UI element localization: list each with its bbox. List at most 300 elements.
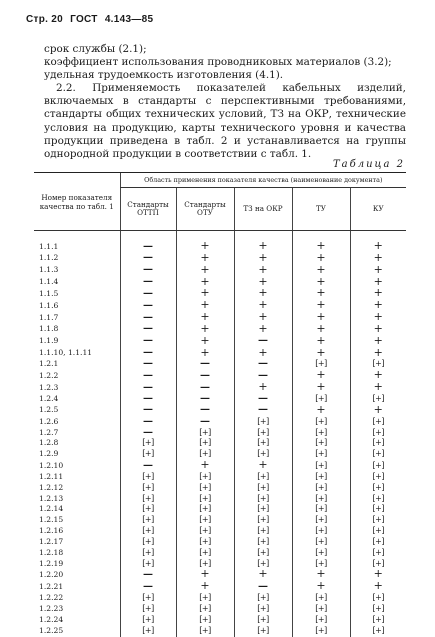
cell-mark: +	[258, 262, 268, 276]
table-row	[34, 548, 406, 559]
cell-mark: [+]	[257, 449, 269, 459]
cell-mark: [+]	[315, 416, 327, 426]
row-number: 1.2.3	[39, 382, 59, 392]
table-cell	[234, 504, 292, 515]
table-cell	[350, 460, 406, 472]
cell-mark: [+]	[315, 449, 327, 459]
cell-mark: [+]	[257, 427, 269, 437]
cell-mark: [+]	[257, 558, 269, 568]
cell-mark: [+]	[199, 625, 211, 635]
cell-mark: [+]	[257, 471, 269, 481]
cell-mark: [+]	[199, 493, 211, 503]
cell-mark: +	[316, 286, 326, 300]
table-cell	[350, 472, 406, 483]
row-number: 1.2.24	[39, 614, 64, 624]
table-cell	[350, 402, 406, 417]
cell-mark: +	[373, 345, 383, 359]
cell-mark: [+]	[315, 593, 327, 603]
cell-mark: [+]	[142, 536, 154, 546]
table-cell	[234, 460, 292, 472]
table-cell	[234, 394, 292, 405]
cell-mark: [+]	[257, 614, 269, 624]
row-number: 1.2.12	[39, 482, 64, 492]
cell-mark: [+]	[142, 438, 154, 448]
row-number: 1.1.2	[39, 253, 59, 263]
row-number: 1.1.5	[39, 288, 59, 298]
cell-mark: [+]	[315, 536, 327, 546]
cell-mark: +	[316, 333, 326, 347]
cell-mark: [+]	[315, 515, 327, 525]
table-cell	[120, 604, 176, 615]
cell-mark: [+]	[142, 493, 154, 503]
cell-mark: [+]	[142, 526, 154, 536]
table-cell	[120, 537, 176, 548]
row-number: 1.1.7	[39, 312, 59, 322]
table-cell	[292, 417, 350, 428]
cell-mark: +	[258, 321, 268, 335]
table-cell	[176, 231, 234, 253]
cell-mark: [+]	[257, 536, 269, 546]
table-cell	[292, 626, 350, 637]
table-row	[34, 253, 406, 265]
cell-mark: +	[316, 250, 326, 264]
row-header: Номер показателя качества по табл. 1	[34, 173, 120, 231]
cell-mark: +	[200, 333, 210, 347]
table-cell	[120, 288, 176, 300]
cell-mark: +	[258, 310, 268, 324]
cell-mark: [+]	[142, 482, 154, 492]
table-cell	[350, 417, 406, 428]
table-cell	[234, 494, 292, 505]
table-caption: Таблица 2	[332, 159, 405, 170]
table-cell	[292, 345, 350, 360]
table-row	[34, 348, 406, 360]
cell-mark: [+]	[315, 558, 327, 568]
row-number: 1.1.8	[39, 324, 59, 334]
cell-mark: +	[316, 239, 326, 252]
table-cell	[234, 526, 292, 537]
table-row	[34, 277, 406, 289]
cell-mark: [+]	[372, 625, 384, 635]
table-cell	[234, 321, 292, 336]
cell-mark: —	[200, 369, 210, 381]
indicator-list	[44, 43, 414, 83]
applicability-table	[34, 172, 406, 637]
table-cell	[176, 604, 234, 615]
cell-mark: —	[143, 287, 153, 299]
table-cell	[120, 324, 176, 336]
table-cell	[292, 472, 350, 483]
cell-mark: [+]	[199, 482, 211, 492]
table-cell	[176, 472, 234, 483]
table-cell	[176, 460, 234, 472]
table-cell	[120, 394, 176, 405]
table-row	[34, 569, 406, 581]
table-cell	[176, 504, 234, 515]
table-cell	[176, 548, 234, 559]
table-row	[34, 312, 406, 324]
cell-mark: +	[200, 274, 210, 288]
table-cell	[120, 438, 176, 449]
row-number: 1.2.19	[39, 558, 64, 568]
table-cell	[176, 483, 234, 494]
table-cell	[176, 515, 234, 526]
table-cell	[120, 370, 176, 382]
cell-mark: —	[258, 358, 268, 370]
table-cell	[350, 515, 406, 526]
cell-mark: +	[373, 579, 383, 593]
cell-mark: [+]	[142, 504, 154, 514]
cell-mark: +	[258, 274, 268, 288]
table-cell	[234, 615, 292, 626]
row-number: 1.2.9	[39, 449, 59, 459]
table-row	[34, 626, 406, 637]
cell-mark: [+]	[257, 482, 269, 492]
cell-mark: +	[373, 239, 383, 252]
standard-label: ГОСТ	[70, 14, 98, 25]
table-row	[34, 581, 406, 593]
cell-mark: —	[143, 381, 153, 393]
table-cell	[176, 526, 234, 537]
column-header: ТУ	[292, 188, 350, 231]
cell-mark: —	[200, 381, 210, 393]
column-header: Стандарты ОТТП	[120, 188, 176, 231]
row-number: 1.2.20	[39, 569, 64, 579]
table-cell	[120, 472, 176, 483]
cell-mark: +	[373, 567, 383, 581]
cell-mark: —	[258, 580, 268, 592]
cell-mark: [+]	[315, 526, 327, 536]
cell-mark: +	[316, 380, 326, 394]
cell-mark: [+]	[257, 604, 269, 613]
table-cell	[234, 417, 292, 428]
cell-mark: [+]	[372, 438, 384, 448]
column-header: ТЗ на ОКР	[234, 188, 292, 231]
cell-mark: —	[258, 404, 268, 416]
cell-mark: +	[316, 345, 326, 359]
table-cell	[176, 593, 234, 604]
cell-mark: —	[143, 369, 153, 381]
column-header: Стандарты ОТУ	[176, 188, 234, 231]
list-line: коэффициент использования проводниковых материалов (3.2);	[44, 56, 392, 69]
cell-mark: [+]	[372, 604, 384, 613]
row-number: 1.2.11	[39, 471, 64, 481]
standard-number: 4.143—85	[104, 14, 154, 25]
table-row	[34, 604, 406, 615]
cell-mark: +	[373, 333, 383, 347]
table-cell	[120, 277, 176, 289]
table-cell	[292, 483, 350, 494]
cell-mark: —	[200, 358, 210, 370]
table-cell	[350, 438, 406, 449]
cell-mark: +	[200, 310, 210, 324]
cell-mark: [+]	[315, 438, 327, 448]
cell-mark: [+]	[315, 493, 327, 503]
cell-mark: [+]	[372, 460, 384, 470]
row-number: 1.2.25	[39, 625, 64, 635]
cell-mark: +	[200, 239, 210, 252]
cell-mark: —	[143, 240, 153, 252]
cell-mark: [+]	[372, 471, 384, 481]
table-row	[34, 324, 406, 336]
cell-mark: [+]	[315, 427, 327, 437]
table-cell	[176, 359, 234, 370]
cell-mark: +	[373, 321, 383, 335]
cell-mark: [+]	[315, 482, 327, 492]
page-number: Стр. 20	[26, 14, 64, 25]
table-cell	[350, 537, 406, 548]
cell-mark: [+]	[372, 614, 384, 624]
table-cell	[292, 460, 350, 472]
span-header: Область применения показателя качества (наименование документа)	[120, 173, 406, 188]
cell-mark: +	[373, 402, 383, 416]
cell-mark: [+]	[257, 625, 269, 635]
cell-mark: +	[258, 239, 268, 252]
cell-mark: —	[258, 335, 268, 347]
cell-mark: —	[143, 568, 153, 580]
cell-mark: +	[200, 298, 210, 312]
table-cell	[120, 265, 176, 277]
table-cell	[292, 402, 350, 417]
table-cell	[292, 515, 350, 526]
table-cell	[176, 370, 234, 382]
cell-mark: [+]	[315, 614, 327, 624]
cell-mark: +	[200, 321, 210, 335]
table-row	[34, 370, 406, 382]
table-cell	[234, 548, 292, 559]
cell-mark: [+]	[372, 416, 384, 426]
cell-mark: [+]	[199, 604, 211, 613]
table-row	[34, 382, 406, 394]
table-cell	[120, 336, 176, 348]
cell-mark: +	[316, 274, 326, 288]
table-row	[34, 494, 406, 505]
cell-mark: +	[316, 368, 326, 382]
table-row	[34, 336, 406, 348]
table-row	[34, 515, 406, 526]
table-cell	[120, 526, 176, 537]
table-cell	[292, 615, 350, 626]
column-header: КУ	[350, 188, 406, 231]
cell-mark: —	[143, 252, 153, 264]
cell-mark: —	[258, 369, 268, 381]
table-cell	[120, 483, 176, 494]
cell-mark: [+]	[372, 359, 384, 369]
row-number: 1.2.13	[39, 493, 64, 503]
table-cell	[120, 460, 176, 472]
cell-mark: [+]	[315, 393, 327, 403]
cell-mark: +	[373, 368, 383, 382]
table-cell	[234, 405, 292, 417]
row-number: 1.2.23	[39, 604, 64, 613]
cell-mark: [+]	[199, 471, 211, 481]
row-number: 1.2.15	[39, 515, 64, 525]
cell-mark: +	[316, 310, 326, 324]
cell-mark: —	[143, 276, 153, 288]
cell-mark: [+]	[142, 515, 154, 525]
table-cell	[176, 615, 234, 626]
table-cell	[120, 548, 176, 559]
cell-mark: +	[258, 380, 268, 394]
cell-mark: [+]	[372, 393, 384, 403]
cell-mark: [+]	[199, 438, 211, 448]
list-line: удельная трудоемкость изготовления (4.1).	[44, 69, 284, 82]
table-cell	[120, 312, 176, 324]
table-cell	[350, 581, 406, 593]
cell-mark: +	[316, 298, 326, 312]
list-line: срок службы (2.1);	[44, 43, 147, 55]
table-row	[34, 593, 406, 604]
cell-mark: —	[200, 392, 210, 404]
row-number: 1.2.8	[39, 438, 59, 448]
table-cell	[350, 231, 406, 253]
table-cell	[234, 515, 292, 526]
table-cell	[120, 428, 176, 439]
row-number: 1.1.1	[39, 241, 59, 251]
table-cell	[292, 382, 350, 394]
cell-mark: [+]	[199, 526, 211, 536]
cell-mark: [+]	[372, 547, 384, 557]
table-row	[34, 288, 406, 300]
table-cell	[350, 494, 406, 505]
cell-mark: —	[143, 335, 153, 347]
cell-mark: [+]	[142, 614, 154, 624]
table-cell	[292, 449, 350, 460]
table-cell	[292, 548, 350, 559]
cell-mark: [+]	[315, 604, 327, 613]
cell-mark: —	[143, 426, 153, 438]
table-row	[34, 438, 406, 449]
table-cell	[120, 300, 176, 312]
cell-mark: [+]	[372, 526, 384, 536]
cell-mark: +	[316, 567, 326, 581]
table-row	[34, 417, 406, 428]
cell-mark: —	[200, 415, 210, 427]
table-cell	[292, 593, 350, 604]
row-number: 1.1.4	[39, 277, 59, 287]
table-cell	[350, 483, 406, 494]
cell-mark: [+]	[372, 493, 384, 503]
row-number: 1.2.17	[39, 536, 64, 546]
cell-mark: +	[258, 286, 268, 300]
table-row	[34, 615, 406, 626]
table-cell	[120, 494, 176, 505]
cell-mark: [+]	[199, 427, 211, 437]
table-row	[34, 359, 406, 370]
table-cell	[234, 537, 292, 548]
cell-mark: [+]	[142, 449, 154, 459]
cell-mark: [+]	[199, 504, 211, 514]
table-cell	[350, 526, 406, 537]
row-number: 1.2.18	[39, 547, 64, 557]
table-cell	[292, 604, 350, 615]
row-number: 1.2.5	[39, 405, 59, 415]
cell-mark: [+]	[372, 558, 384, 568]
row-number: 1.1.9	[39, 336, 59, 346]
page-header	[26, 14, 157, 25]
cell-mark: [+]	[142, 593, 154, 603]
row-number: 1.2.22	[39, 593, 64, 603]
cell-mark: —	[143, 347, 153, 359]
table-cell	[120, 359, 176, 370]
cell-mark: +	[373, 250, 383, 264]
cell-mark: [+]	[257, 493, 269, 503]
table-cell	[176, 438, 234, 449]
cell-mark: [+]	[315, 625, 327, 635]
cell-mark: [+]	[142, 471, 154, 481]
section-paragraph: 2.2. Применяемость показателей кабельных изделий, включаемых в стандарты с перспективными требованиями, стандарты общих технических условий, ТЗ на ОКР, технические условия на продукцию, карты технического уровня и качества продукции приведена в табл. 2 и устанавливается на группы однородной продукции в соответствии с табл. 1.	[44, 82, 406, 161]
cell-mark: —	[143, 415, 153, 427]
cell-mark: [+]	[199, 593, 211, 603]
row-number: 1.1.6	[39, 300, 59, 310]
table-row	[34, 559, 406, 570]
table-cell	[120, 615, 176, 626]
cell-mark: +	[200, 458, 210, 472]
row-number: 1.2.2	[39, 370, 59, 380]
cell-mark: [+]	[199, 515, 211, 525]
cell-mark: +	[200, 579, 210, 593]
cell-mark: +	[200, 567, 210, 581]
cell-mark: [+]	[257, 593, 269, 603]
cell-mark: —	[143, 580, 153, 592]
table-row	[34, 472, 406, 483]
table-cell	[350, 593, 406, 604]
cell-mark: +	[258, 567, 268, 581]
cell-mark: [+]	[199, 614, 211, 624]
cell-mark: +	[200, 286, 210, 300]
table-cell	[234, 483, 292, 494]
table-row	[34, 300, 406, 312]
table-row	[34, 231, 406, 253]
table-cell	[350, 382, 406, 394]
table-row	[34, 526, 406, 537]
cell-mark: [+]	[315, 460, 327, 470]
cell-mark: +	[316, 579, 326, 593]
table-cell	[350, 428, 406, 439]
cell-mark: +	[258, 458, 268, 472]
table-cell	[120, 593, 176, 604]
table-cell	[350, 626, 406, 637]
table-cell	[292, 581, 350, 593]
table-cell	[120, 231, 176, 253]
cell-mark: —	[258, 392, 268, 404]
table-cell	[292, 438, 350, 449]
cell-mark: [+]	[142, 547, 154, 557]
table-cell	[176, 626, 234, 637]
cell-mark: [+]	[142, 625, 154, 635]
cell-mark: [+]	[372, 536, 384, 546]
table-row	[34, 537, 406, 548]
table-cell	[176, 417, 234, 428]
cell-mark: +	[258, 298, 268, 312]
table-cell	[120, 504, 176, 515]
cell-mark: [+]	[315, 471, 327, 481]
cell-mark: [+]	[199, 449, 211, 459]
row-number: 1.2.21	[39, 581, 64, 591]
table-cell	[350, 604, 406, 615]
cell-mark: [+]	[257, 416, 269, 426]
cell-mark: —	[143, 358, 153, 370]
row-number: 1.2.14	[39, 504, 64, 514]
cell-mark: +	[200, 262, 210, 276]
table-cell	[120, 626, 176, 637]
table-cell	[234, 472, 292, 483]
cell-mark: [+]	[315, 547, 327, 557]
table-row	[34, 460, 406, 472]
table-cell	[120, 559, 176, 570]
cell-mark: [+]	[372, 449, 384, 459]
table-row	[34, 449, 406, 460]
